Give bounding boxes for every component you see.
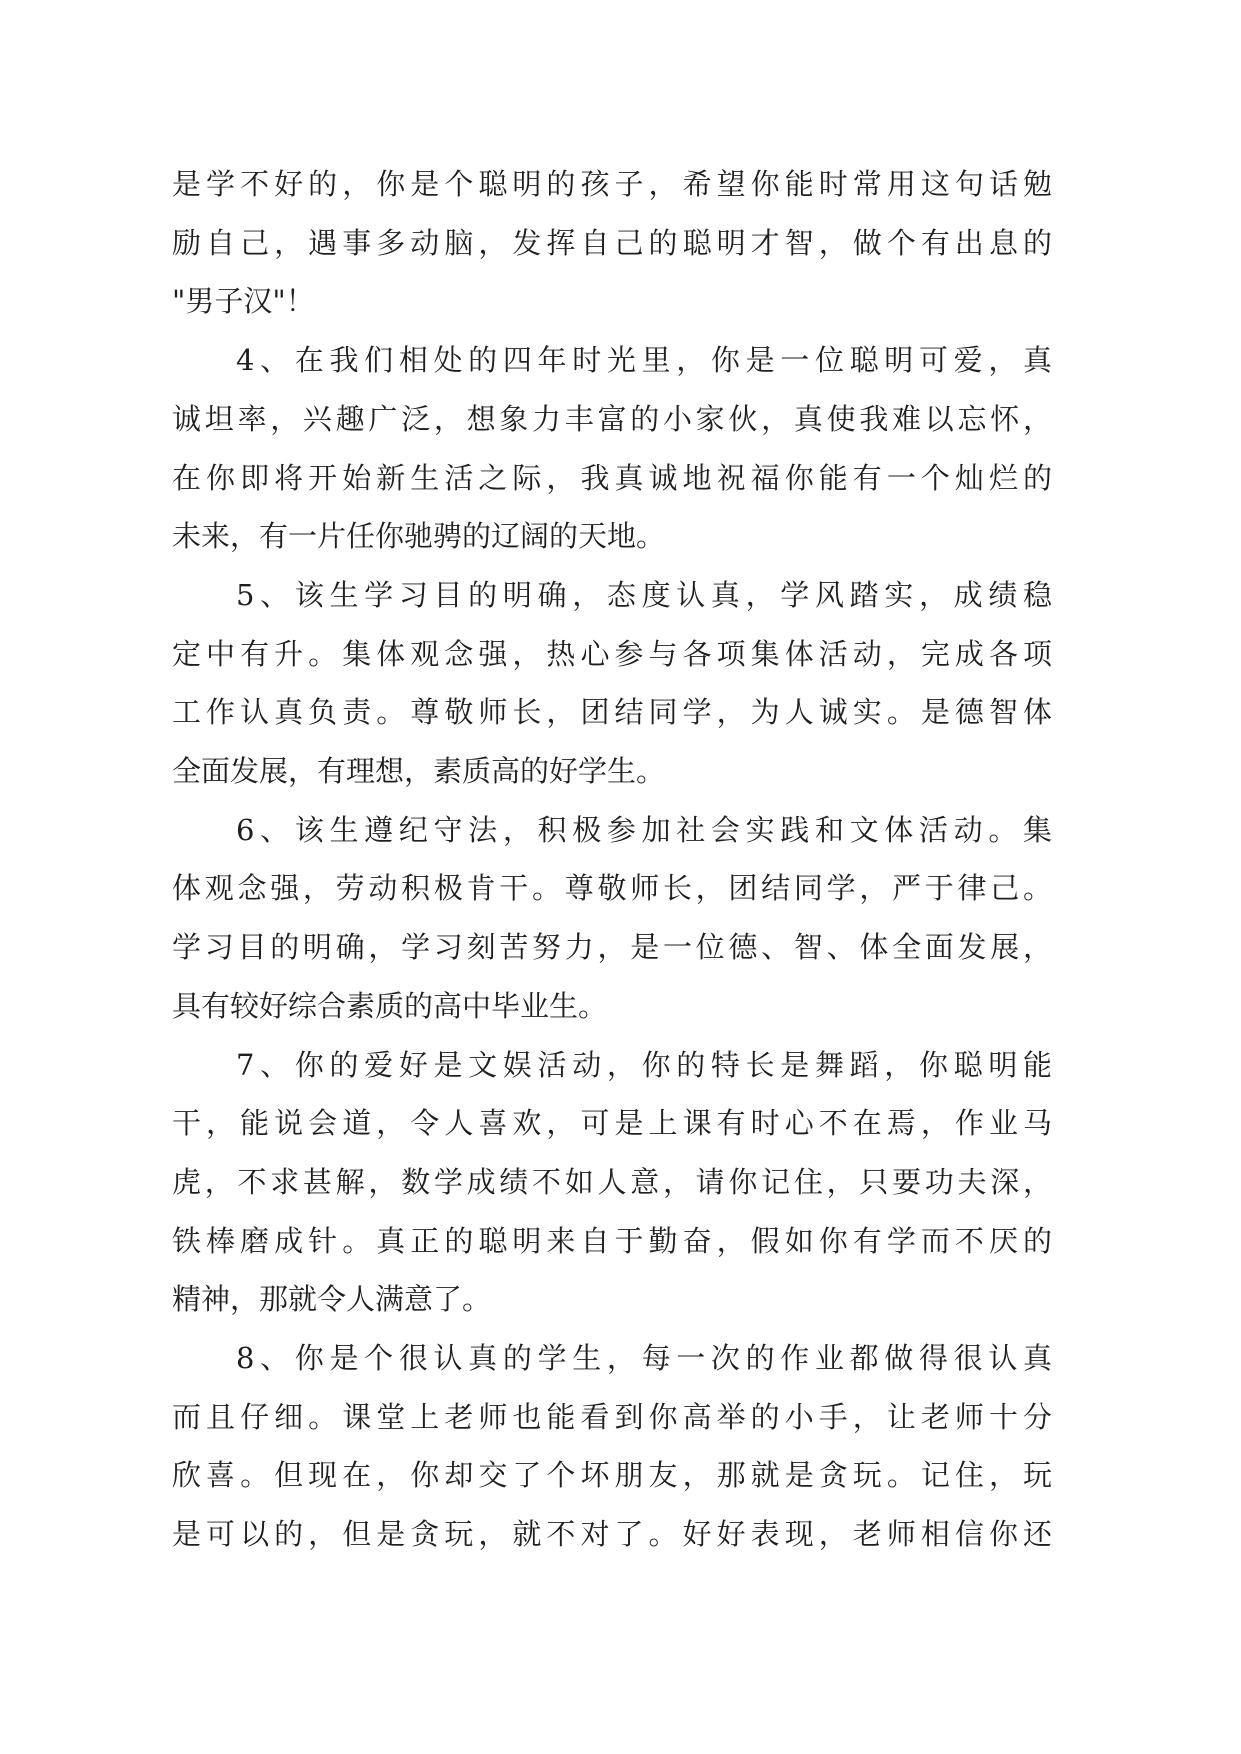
text-line: 7、你的爱好是文娱活动，你的特长是舞蹈，你聪明能	[236, 1047, 1052, 1082]
text-line: 4、在我们相处的四年时光里，你是一位聪明可爱，真	[236, 343, 1052, 378]
text-line: 诚坦率，兴趣广泛，想象力丰富的小家伙，真使我难以忘怀，	[172, 401, 1052, 436]
text-line: 具有较好综合素质的高中毕业生。	[172, 988, 608, 1023]
text-line: 虎，不求甚解，数学成绩不如人意，请你记住，只要功夫深，	[172, 1164, 1052, 1199]
text-line: 欣喜。但现在，你却交了个坏朋友，那就是贪玩。记住，玩	[172, 1458, 1052, 1493]
text-line: 在你即将开始新生活之际，我真诚地祝福你能有一个灿烂的	[172, 460, 1052, 495]
text-line: 干，能说会道，令人喜欢，可是上课有时心不在焉，作业马	[172, 1106, 1052, 1141]
text-line: 工作认真负责。尊敬师长，团结同学，为人诚实。是德智体	[172, 695, 1052, 730]
text-line: 学习目的明确，学习刻苦努力，是一位德、智、体全面发展，	[172, 930, 1052, 965]
text-line: 定中有升。集体观念强，热心参与各项集体活动，完成各项	[172, 636, 1052, 671]
text-line: "男子汉"！	[172, 284, 315, 319]
text-line: 全面发展，有理想，素质高的好学生。	[172, 754, 666, 788]
text-line: 励自己，遇事多动脑，发挥自己的聪明才智，做个有出息的	[172, 225, 1052, 260]
text-line: 体观念强，劳动积极肯干。尊敬师长，团结同学，严于律己。	[172, 871, 1052, 906]
text-line: 5、该生学习目的明确，态度认真，学风踏实，成绩稳	[236, 577, 1052, 612]
text-line: 8、你是个很认真的学生，每一次的作业都做得很认真	[236, 1341, 1052, 1375]
text-line: 未来，有一片任你驰骋的辽阔的天地。	[172, 519, 666, 554]
text-line: 而且仔细。课堂上老师也能看到你高举的小手，让老师十分	[172, 1399, 1052, 1434]
text-line: 精神，那就令人满意了。	[172, 1282, 492, 1317]
text-line: 是学不好的，你是个聪明的孩子，希望你能时常用这句话勉	[172, 167, 1052, 201]
text-line: 6、该生遵纪守法，积极参加社会实践和文体活动。集	[236, 812, 1052, 847]
text-line: 铁棒磨成针。真正的聪明来自于勤奋，假如你有学而不厌的	[172, 1223, 1052, 1258]
text-line: 是可以的，但是贪玩，就不对了。好好表现，老师相信你还	[172, 1517, 1052, 1552]
